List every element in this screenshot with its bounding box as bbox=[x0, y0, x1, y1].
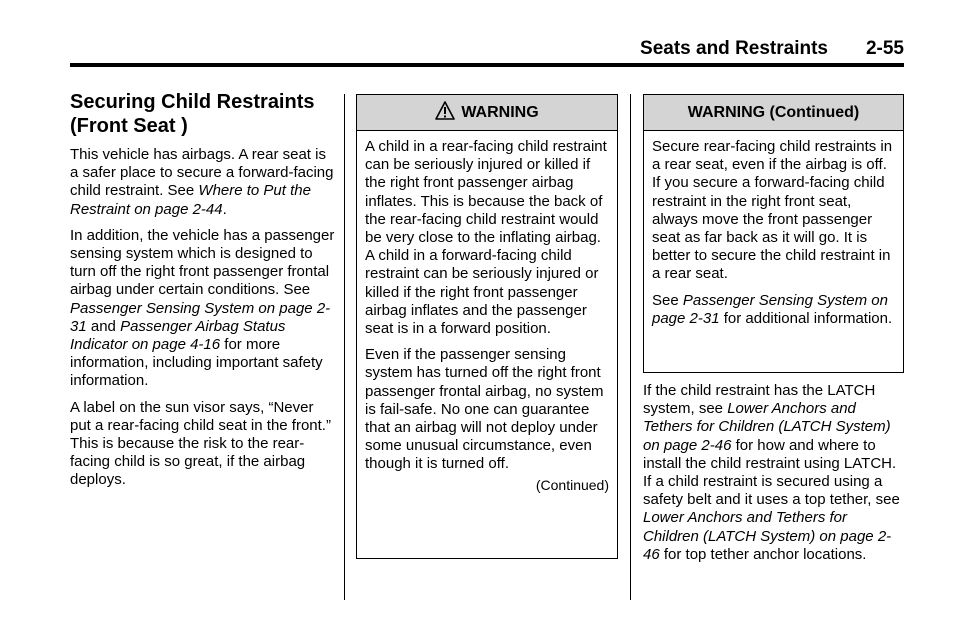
warning-header: WARNING (Continued) bbox=[644, 95, 903, 131]
page-number: 2-55 bbox=[865, 38, 904, 59]
cross-reference-link[interactable]: Lower Anchors and Tethers for Children (LATCH System) on page 2-46 bbox=[643, 400, 891, 454]
section-heading bbox=[70, 90, 338, 138]
text: See bbox=[652, 291, 683, 309]
cross-reference-link[interactable]: Passenger Sensing System on page 2-31 bbox=[652, 291, 888, 327]
warning-paragraph: A child in a rear-facing child restraint can be seriously injured or killed if the right front passenger airbag inflates. This is because the back of the rear-facing child restraint would be very close to the inflating airbag. A child in a forward-facing child restraint can be seriously injured or killed if the right front passenger airbag inflates and the passenger seat is in a forward position. bbox=[365, 138, 607, 338]
paragraph-airbags bbox=[70, 146, 338, 219]
warning-paragraph: Secure rear-facing child restraints in a rear seat, even if the airbag is off. If you secure a forward-facing child restraint in the right front seat, always move the front passenger seat as far back as it will go. It is better to secure the child restraint in a rear seat. bbox=[652, 138, 893, 283]
header-rule bbox=[70, 63, 904, 67]
section-heading-line1: Securing Child Restraints bbox=[70, 91, 315, 113]
text: This vehicle has airbags. A rear seat is a safer place to secure a forward-facing child restraint. See bbox=[70, 146, 334, 200]
cross-reference-link[interactable]: Passenger Sensing System on page 2-31 bbox=[70, 299, 331, 335]
warning-box bbox=[356, 94, 618, 559]
text: . bbox=[222, 200, 227, 218]
text: for top tether anchor locations. bbox=[659, 545, 867, 563]
warning-continued-box bbox=[643, 94, 904, 373]
paragraph-sun-visor: A label on the sun visor says, “Never put a rear-facing child seat in the front.” This is because the risk to the rear-facing child is so great, if the airbag deploys. bbox=[70, 398, 331, 489]
page-header bbox=[70, 38, 904, 62]
column-left bbox=[70, 90, 338, 498]
paragraph-latch bbox=[643, 382, 905, 564]
column-divider bbox=[344, 94, 345, 600]
cross-reference-link[interactable]: Lower Anchors and Tethers for Children (LATCH System) on page 2-46 bbox=[643, 509, 892, 563]
continued-label: (Continued) bbox=[535, 476, 609, 493]
warning-paragraph bbox=[652, 292, 895, 328]
column-right bbox=[643, 382, 905, 572]
warning-triangle-icon bbox=[435, 98, 455, 133]
text: for additional information. bbox=[719, 309, 893, 327]
paragraph-sensing-system bbox=[70, 227, 338, 391]
column-divider bbox=[630, 94, 631, 600]
cross-reference-link[interactable]: Where to Put the Restraint on page 2-44 bbox=[70, 182, 311, 218]
warning-body bbox=[644, 131, 903, 342]
warning-body bbox=[357, 131, 617, 500]
text: If the child restraint has the LATCH system, see bbox=[643, 382, 876, 418]
text: In addition, the vehicle has a passenger sensing system which is designed to turn off the right front passenger frontal airbag under certain conditions. See bbox=[70, 226, 335, 299]
warning-header bbox=[357, 95, 617, 131]
text: and bbox=[86, 317, 121, 335]
section-title: Seats and Restraints bbox=[640, 38, 828, 59]
text: for more information, including important safety information. bbox=[70, 336, 323, 390]
cross-reference-link[interactable]: Passenger Airbag Status Indicator on page 4-16 bbox=[70, 317, 286, 354]
text: for how and where to install the child restraint using LATCH. If a child restraint is secured using a safety belt and it uses a top tether, see bbox=[643, 436, 900, 509]
warning-paragraph: Even if the passenger sensing system has turned off the right front passenger frontal airbag, no system is fail-safe. No one can guarantee that an airbag will not deploy under some unusual circumstance, even though it is turned off. bbox=[365, 346, 604, 473]
section-heading-line2: (Front Seat ) bbox=[70, 115, 188, 137]
warning-title: WARNING bbox=[461, 104, 539, 121]
